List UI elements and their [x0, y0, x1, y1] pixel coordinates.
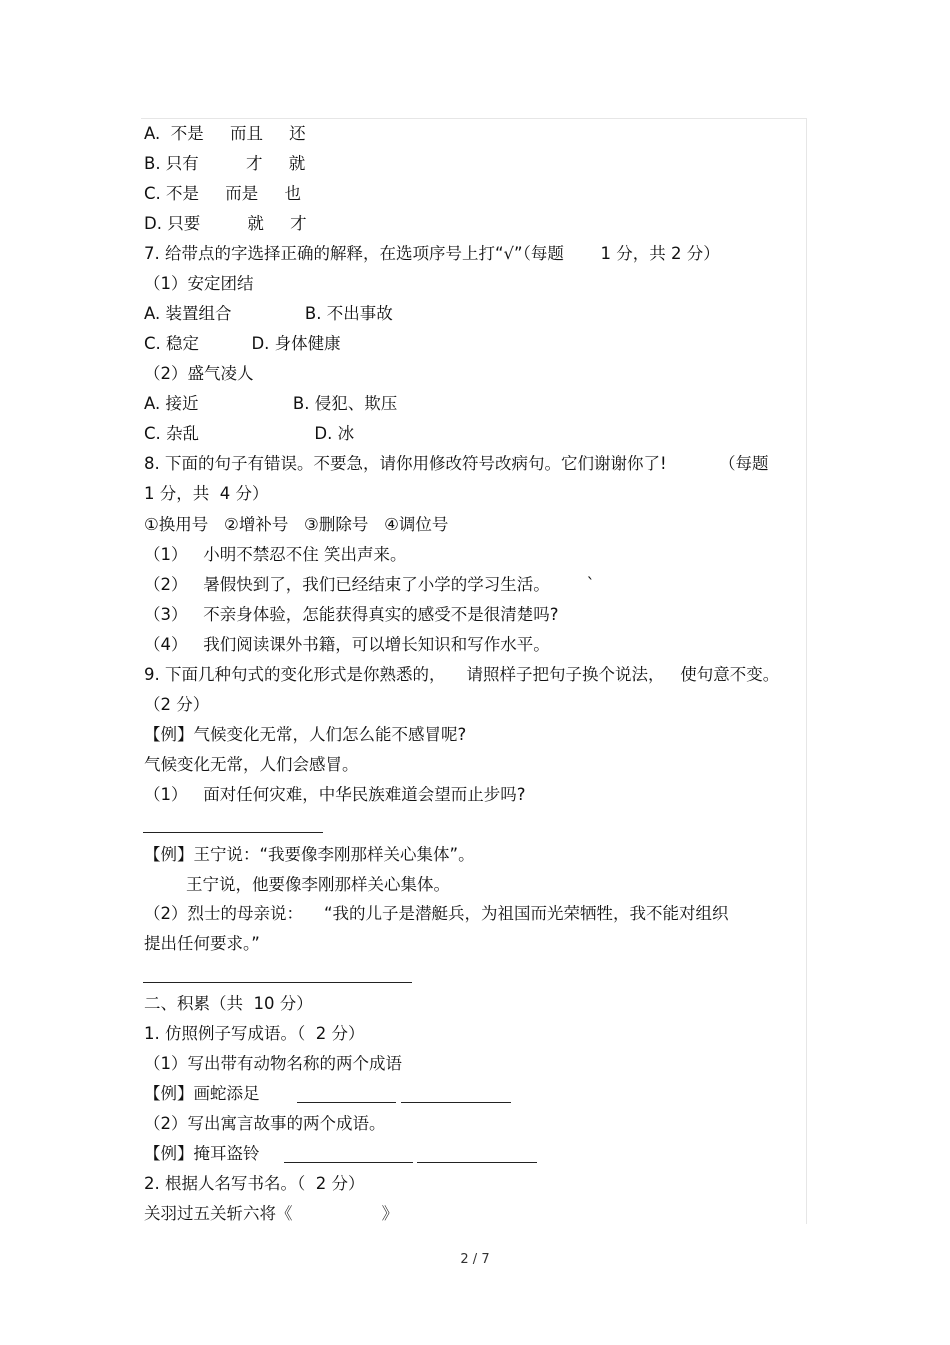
q8-sentence-4: （4） 我们阅读课外书籍，可以增长知识和写作水平。: [144, 635, 550, 654]
question-8-score: 1 分，共 4 分）: [144, 484, 269, 503]
accum-q2-item: 关羽过五关斩六将《 》: [144, 1204, 399, 1223]
section-2-heading: 二、积累（共 10 分）: [144, 994, 313, 1013]
q9-example-1-answer: 气候变化无常，人们会感冒。: [144, 755, 359, 774]
option-b-line: B. 只有 才 就: [144, 154, 306, 173]
page-number: 2 / 7: [460, 1252, 490, 1267]
answer-blank-1b: [401, 1102, 511, 1103]
accum-q1-sub-2: （2）写出寓言故事的两个成语。: [144, 1114, 386, 1133]
correction-marks: ①换用号 ②增补号 ③删除号 ④调位号: [144, 515, 449, 534]
q8-sentence-3: （3） 不亲身体验，怎能获得真实的感受不是很清楚吗?: [144, 605, 559, 624]
q7-sub-1-options-cd: C. 稳定 D. 身体健康: [144, 334, 341, 353]
q9-example-2: 【例】王宁说：“我要像李刚那样关心集体”。: [144, 845, 475, 864]
accum-q1-sub-1: （1）写出带有动物名称的两个成语: [144, 1054, 402, 1073]
q7-sub-1-options-ab: A. 装置组合 B. 不出事故: [144, 304, 393, 323]
q9-sub-2: （2）烈士的母亲说： “我的儿子是潜艇兵，为祖国而光荣牺牲，我不能对组织: [144, 904, 729, 923]
option-d-line: D. 只要 就 才: [144, 214, 307, 233]
q7-sub-2: （2）盛气凌人: [144, 364, 254, 383]
answer-line-q9-1: [143, 832, 323, 833]
q7-sub-2-options-ab: A. 接近 B. 侵犯、欺压: [144, 394, 398, 413]
option-c-line: C. 不是 而是 也: [144, 184, 301, 203]
question-8: 8. 下面的句子有错误。不要急，请你用修改符号改病句。它们谢谢你了! （每题: [144, 454, 769, 473]
question-9: 9. 下面几种句式的变化形式是你熟悉的， 请照样子把句子换个说法， 使句意不变。: [144, 665, 780, 684]
q9-sub-2-cont: 提出任何要求。”: [144, 934, 260, 953]
q8-sentence-1: （1） 小明不禁忍不住 笑出声来。: [144, 545, 407, 564]
question-9-score: （2 分）: [144, 695, 210, 714]
accum-question-1: 1. 仿照例子写成语。（ 2 分）: [144, 1024, 365, 1043]
answer-blank-1a: [297, 1102, 396, 1103]
answer-blank-2a: [284, 1162, 413, 1163]
option-a-line: A. 不是 而且 还: [144, 124, 306, 143]
q9-example-2-answer: 王宁说，他要像李刚那样关心集体。: [144, 875, 450, 894]
accum-q1-example-1: 【例】画蛇添足: [144, 1084, 260, 1103]
answer-line-q9-2: [143, 982, 412, 983]
question-7: 7. 给带点的字选择正确的解释，在选项序号上打“√”（每题 1 分，共 2 分）: [144, 244, 720, 263]
q9-example-1: 【例】气候变化无常，人们怎么能不感冒呢?: [144, 725, 467, 744]
q7-sub-1: （1）安定团结: [144, 274, 254, 293]
accum-question-2: 2. 根据人名写书名。（ 2 分）: [144, 1174, 365, 1193]
q8-sentence-2: （2） 暑假快到了，我们已经结束了小学的学习生活。 `: [144, 575, 595, 594]
accum-q1-example-2: 【例】掩耳盗铃: [144, 1144, 260, 1163]
q9-sub-1: （1） 面对任何灾难，中华民族难道会望而止步吗?: [144, 785, 526, 804]
answer-blank-2b: [417, 1162, 537, 1163]
q7-sub-2-options-cd: C. 杂乱 D. 冰: [144, 424, 355, 443]
